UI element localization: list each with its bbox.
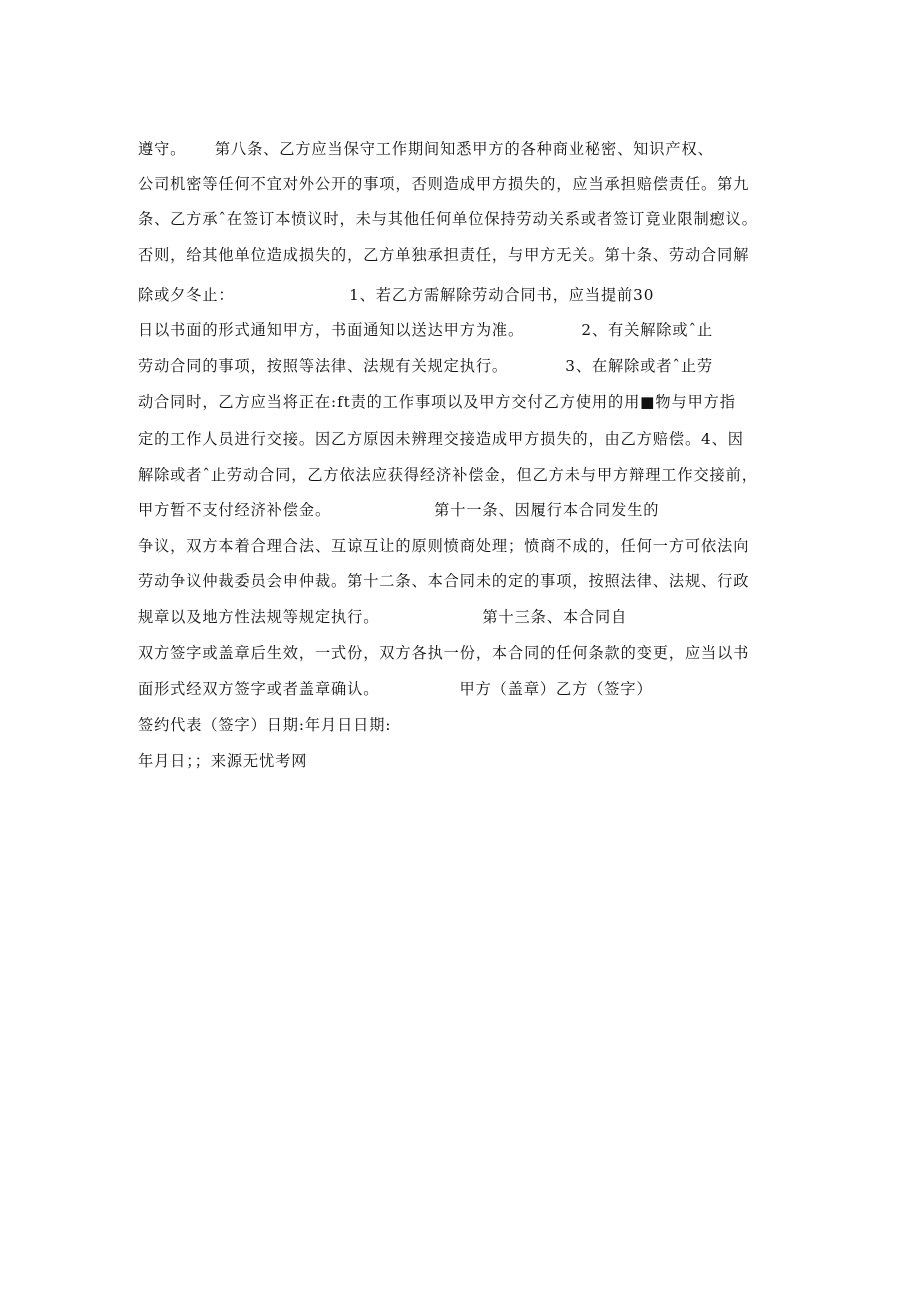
text-line: 条、乙方承ˆ在签订本愤议时，未与其他任何单位保持劳动关系或者签订竟业限制瘛议。 — [138, 210, 758, 228]
text-line: 争议，双方本着合理合法、互谅互让的原则愤商处理；愤商不成的，任何一方可依法向 — [138, 537, 750, 555]
text-line: 签约代表（签字）日期:年月日日期: — [138, 716, 392, 734]
text-line: 甲方暂不支付经济补偿金。 第十一条、因履行本合同发生的 — [138, 501, 660, 519]
text-line: 双方签字或盖章后生效，一式份，双方各执一份，本合同的任何条款的变更，应当以书 — [138, 644, 750, 662]
text-line: 公司机密等任何不宜对外公开的事项，否则造成甲方损失的，应当承担赔偿责任。第九 — [138, 175, 750, 193]
text-line: 日以书面的形式通知甲方，书面通知以送达甲方为准。 2、有关解除或ˆ止 — [138, 321, 714, 339]
text-line: 年月日；；来源无忧考网 — [138, 752, 308, 770]
text-line: 规章以及地方性法规等规定执行。 第十三条、本合同自 — [138, 608, 628, 626]
text-line: 否则，给其他单位造成损失的，乙方单独承担责任，与甲方无关。第十条、劳动合同解 — [138, 246, 750, 264]
text-line: 劳动争议仲裁委员会申仲裁。第十二条、本合同未的定的事项，按照法律、法规、行政 — [138, 572, 750, 590]
text-line: 除或夕冬止： 1、若乙方需解除劳动合同书，应当提前30 — [138, 286, 655, 304]
text-line: 遵守。 第八条、乙方应当保守工作期间知悉甲方的各种商业秘密、知识产权、 — [138, 140, 714, 158]
text-line: 劳动合同的事项，按照等法律、法规有关规定执行。 3、在解除或者ˆ止劳 — [138, 357, 714, 375]
text-line: 动合同时，乙方应当将正在:ft责的工作事项以及甲方交付乙方使用的用■物与甲方指 — [138, 393, 736, 411]
text-line: 解除或者ˆ止劳动合同，乙方依法应获得经济补偿金，但乙方未与甲方辩理工作交接前， — [138, 466, 758, 484]
text-line: 定的工作人员进行交接。因乙方原因未辨理交接造成甲方损失的，由乙方赔偿。4、因 — [138, 430, 744, 448]
text-line: 面形式经双方签字或者盖章确认。 甲方（盖章）乙方（签字） — [138, 680, 653, 698]
